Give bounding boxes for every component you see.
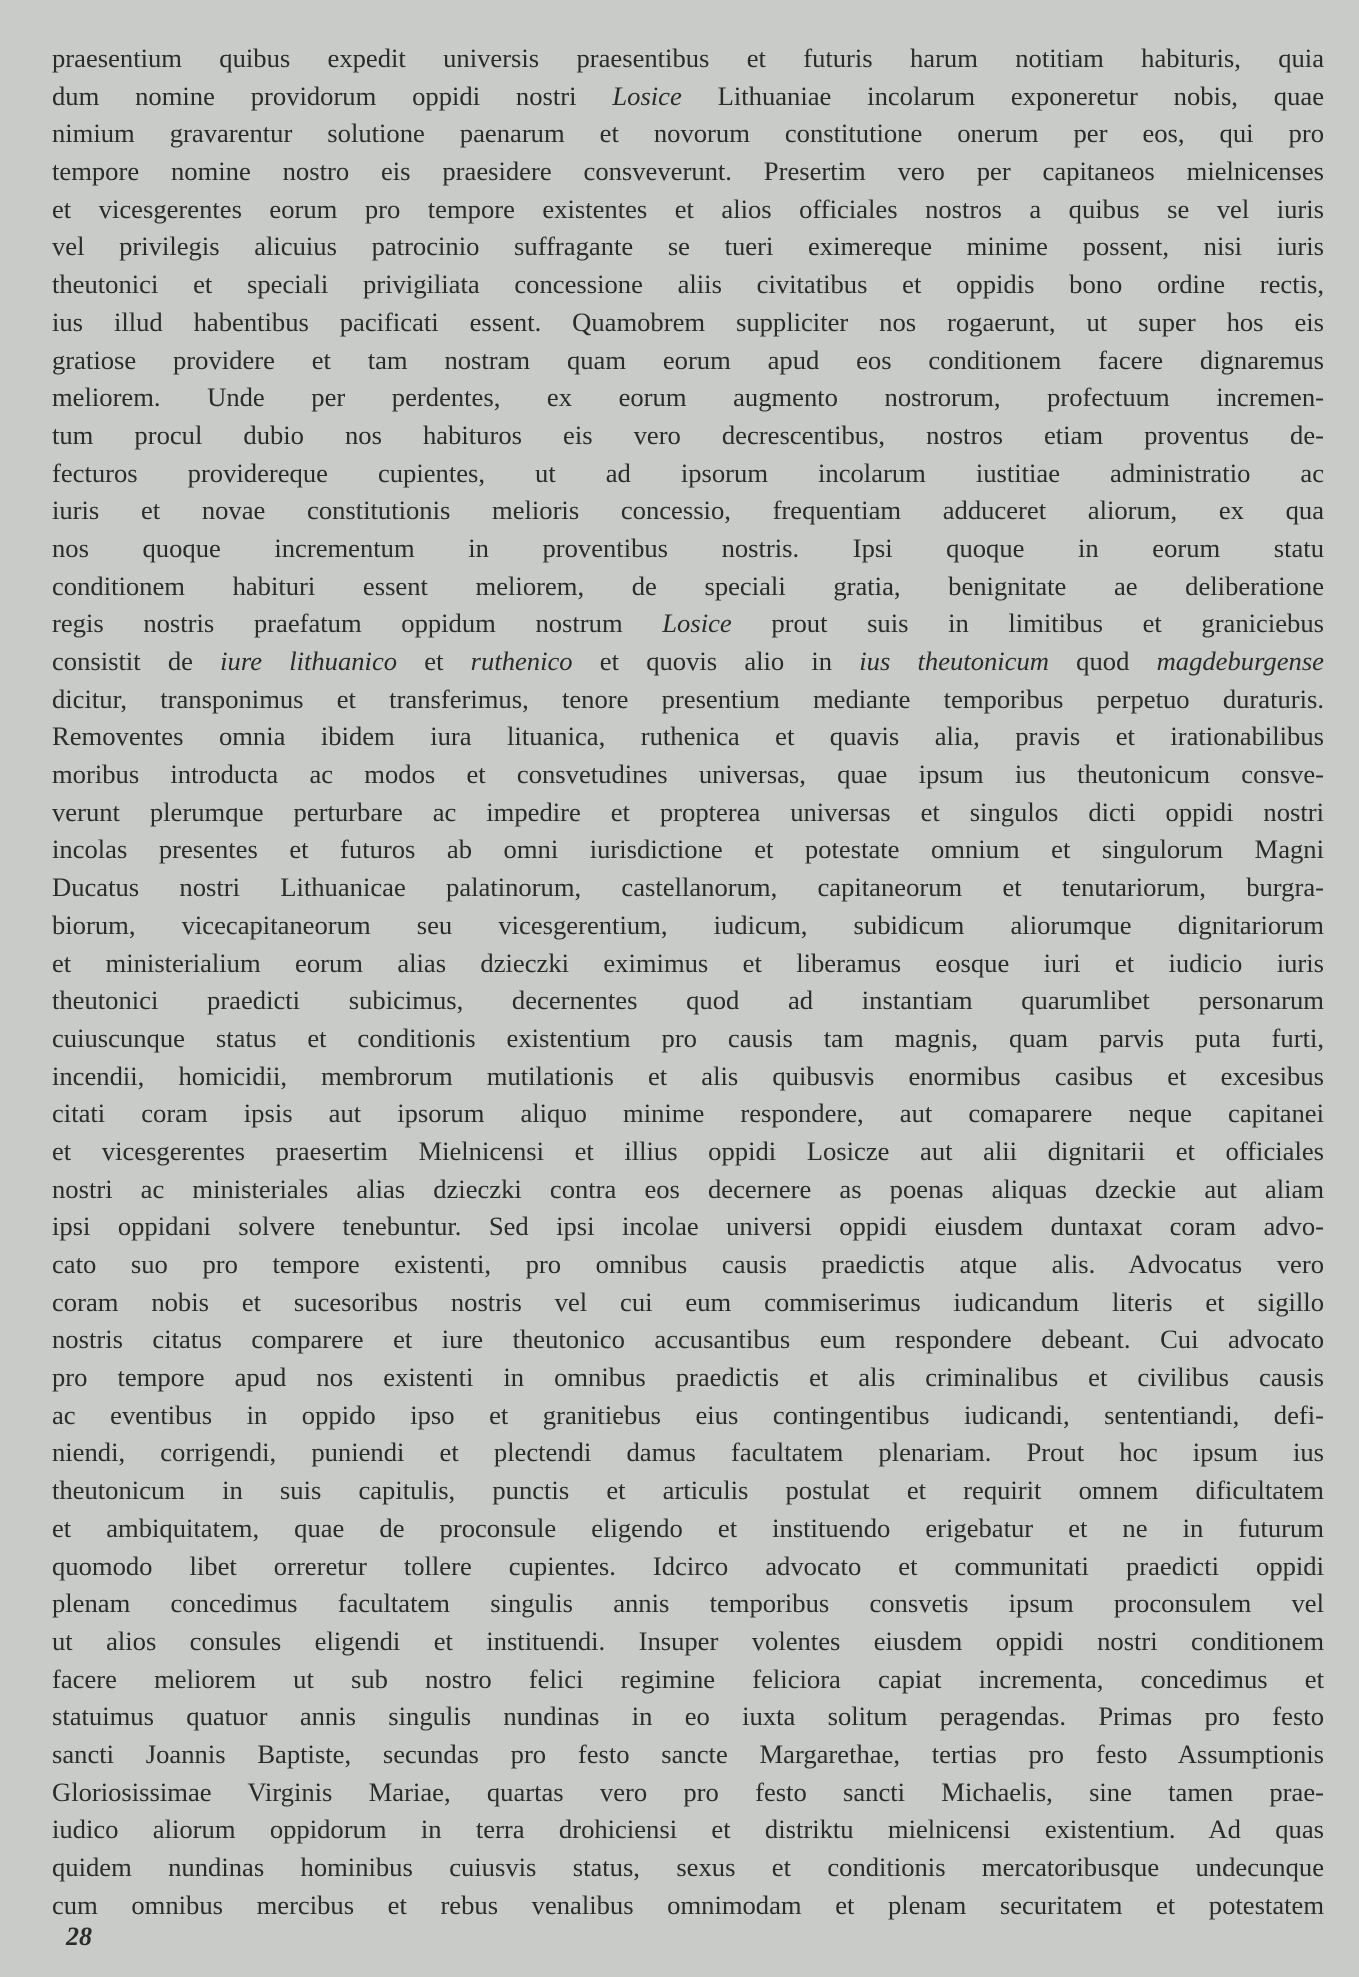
text-line <box>52 78 1324 116</box>
text-segment: statuimus quatuor annis singulis nundinas in eo iuxta solitum peragendas. Primas pro festo <box>52 1701 1324 1732</box>
text-segment: verunt plerumque perturbare ac impedire et propterea universas et singulos dicti oppidi nostri <box>52 796 1324 827</box>
text-segment: iudico aliorum oppidorum in terra drohiciensi et distriktu mielnicensi existentium. Ad quas <box>52 1814 1324 1845</box>
italic-segment: ius theutonicum <box>859 646 1049 676</box>
text-line <box>52 1774 1324 1812</box>
text-segment: incolas presentes et futuros ab omni iurisdictione et potestate omnium et singulorum Magni <box>52 834 1324 865</box>
text-segment: et vicesgerentes eorum pro tempore existentes et alios officiales nostros a quibus se vel iuris <box>52 193 1324 224</box>
text-segment: sancti Joannis Baptiste, secundas pro festo sancte Margarethae, tertias pro festo Assumptionis <box>52 1738 1324 1769</box>
text-line <box>52 1171 1324 1209</box>
text-line <box>52 568 1324 606</box>
text-line <box>52 1208 1324 1246</box>
text-line <box>52 681 1324 719</box>
text-segment: niendi, corrigendi, puniendi et plectendi damus facultatem plenariam. Prout hoc ipsum ius <box>52 1437 1324 1468</box>
text-line <box>52 417 1324 455</box>
text-line <box>52 1434 1324 1472</box>
text-segment: cuiuscunque status et conditionis existentium pro causis tam magnis, quam parvis puta furti, <box>52 1022 1324 1053</box>
text-segment: nostri ac ministeriales alias dzieczki contra eos decernere as poenas aliquas dzeckie aut aliam <box>52 1173 1324 1204</box>
text-segment: dum nomine providorum oppidi nostri <box>52 80 613 111</box>
text-line <box>52 1623 1324 1661</box>
italic-segment: ruthenico <box>470 646 573 676</box>
text-segment: incendii, homicidii, membrorum mutilationis et alis quibusvis enormibus casibus et excesibus <box>52 1060 1324 1091</box>
text-segment: nostris citatus comparere et iure theutonico accusantibus eum respondere debeant. Cui advocato <box>52 1324 1324 1355</box>
text-segment: regis nostris praefatum oppidum nostrum <box>52 608 663 639</box>
text-segment: Lithuaniae incolarum exponeretur nobis, quae <box>681 80 1324 111</box>
text-segment: ius illud habentibus pacificati essent. Quamobrem suppliciter nos rogaerunt, ut super hos eis <box>52 306 1324 337</box>
text-line <box>52 605 1324 643</box>
text-segment: Gloriosissimae Virginis Mariae, quartas vero pro festo sancti Michaelis, sine tamen prae- <box>52 1776 1324 1807</box>
italic-segment: Losice <box>612 80 682 111</box>
text-segment: et quovis alio in <box>572 646 860 676</box>
text-segment: cum omnibus mercibus et rebus venalibus omnimodam et plenam securitatem et potestatem <box>52 1889 1324 1920</box>
document-page <box>52 40 1324 1940</box>
text-line <box>52 643 1324 681</box>
text-line <box>52 1246 1324 1284</box>
text-segment: iuris et novae constitutionis melioris concessio, frequentiam adduceret aliorum, ex qua <box>52 495 1324 526</box>
text-segment: ac eventibus in oppido ipso et granitiebus eius contingentibus iudicandi, sententiandi, defi- <box>52 1399 1324 1430</box>
text-line <box>52 794 1324 832</box>
text-line <box>52 1095 1324 1133</box>
text-segment: biorum, vicecapitaneorum seu vicesgerentium, iudicum, subidicum aliorumque dignitariorum <box>52 909 1324 940</box>
text-line <box>52 1661 1324 1699</box>
text-line <box>52 1321 1324 1359</box>
text-line <box>52 1849 1324 1887</box>
text-line <box>52 1058 1324 1096</box>
text-segment: facere meliorem ut sub nostro felici regimine feliciora capiat incrementa, concedimus et <box>52 1663 1324 1694</box>
text-line <box>52 40 1324 78</box>
text-segment: quod <box>1048 646 1157 676</box>
text-segment: cato suo pro tempore existenti, pro omnibus causis praedictis atque alis. Advocatus vero <box>52 1249 1324 1279</box>
text-segment: tum procul dubio nos habituros eis vero decrescentibus, nostros etiam proventus de- <box>52 419 1324 450</box>
text-segment: vel privilegis alicuius patrocinio suffragante se tueri eximereque minime possent, nisi iuris <box>52 231 1324 262</box>
text-segment: meliorem. Unde per perdentes, ex eorum augmento nostrorum, profectuum incremen- <box>52 382 1324 413</box>
italic-segment: magdeburgense <box>1156 646 1324 676</box>
page-number: 28 <box>66 1922 92 1951</box>
text-line <box>52 1510 1324 1548</box>
text-segment: moribus introducta ac modos et consvetudines universas, quae ipsum ius theutonicum consve- <box>52 759 1324 790</box>
text-line <box>52 1020 1324 1058</box>
text-line <box>52 115 1324 153</box>
text-line <box>52 945 1324 983</box>
text-segment: Removentes omnia ibidem iura lituanica, ruthenica et quavis alia, pravis et irationabilibus <box>52 721 1324 752</box>
text-line <box>52 1585 1324 1623</box>
text-line <box>52 1397 1324 1435</box>
text-segment: tempore nomine nostro eis praesidere consveverunt. Presertim vero per capitaneos mielnicenses <box>52 156 1324 187</box>
text-line <box>52 869 1324 907</box>
text-line <box>52 718 1324 756</box>
text-line <box>52 342 1324 380</box>
text-segment: consistit de <box>52 646 221 676</box>
text-line <box>52 1698 1324 1736</box>
text-segment: theutonici praedicti subicimus, decernentes quod ad instantiam quarumlibet personarum <box>52 985 1324 1016</box>
italic-segment: iure lithuanico <box>220 646 398 676</box>
text-segment: citati coram ipsis aut ipsorum aliquo minime respondere, aut comaparere neque capitanei <box>52 1098 1324 1129</box>
text-line <box>52 982 1324 1020</box>
text-segment: nos quoque incrementum in proventibus nostris. Ipsi quoque in eorum statu <box>52 532 1324 563</box>
text-segment: fecturos providereque cupientes, ut ad ipsorum incolarum iustitiae administratio ac <box>52 457 1324 488</box>
text-line <box>52 1472 1324 1510</box>
text-segment: Ducatus nostri Lithuanicae palatinorum, castellanorum, capitaneorum et tenutariorum, burgra- <box>52 872 1324 903</box>
italic-segment: Losice <box>662 608 732 639</box>
text-segment: ut alios consules eligendi et instituendi. Insuper volentes eiusdem oppidi nostri conditionem <box>52 1625 1324 1656</box>
text-line <box>52 530 1324 568</box>
text-segment: praesentium quibus expedit universis praesentibus et futuris harum notitiam habituris, quia <box>52 43 1324 73</box>
text-line <box>52 228 1324 266</box>
text-segment: coram nobis et sucesoribus nostris vel cui eum commiserimus iudicandum literis et sigillo <box>52 1286 1324 1317</box>
text-line <box>52 455 1324 493</box>
text-line <box>52 831 1324 869</box>
text-segment: pro tempore apud nos existenti in omnibus praedictis et alis criminalibus et civilibus causis <box>52 1362 1324 1393</box>
text-line <box>52 1284 1324 1322</box>
text-line <box>52 492 1324 530</box>
text-segment: gratiose providere et tam nostram quam eorum apud eos conditionem facere dignaremus <box>52 344 1324 375</box>
body-text <box>52 40 1324 1924</box>
text-line <box>52 191 1324 229</box>
text-line <box>52 266 1324 304</box>
text-line <box>52 304 1324 342</box>
text-segment: theutonici et speciali privigiliata concessione aliis civitatibus et oppidis bono ordine rectis, <box>52 269 1324 300</box>
text-segment: quidem nundinas hominibus cuiusvis status, sexus et conditionis mercatoribusque undecunque <box>52 1852 1324 1882</box>
text-segment: dicitur, transponimus et transferimus, tenore presentium mediante temporibus perpetuo duraturis. <box>52 683 1324 714</box>
text-segment: prout suis in limitibus et graniciebus <box>731 608 1324 639</box>
text-line <box>52 1887 1324 1925</box>
text-segment: et ministerialium eorum alias dzieczki eximimus et liberamus eosque iuri et iudicio iuris <box>52 947 1324 978</box>
text-segment: theutonicum in suis capitulis, punctis et articulis postulat et requirit omnem dificultatem <box>52 1475 1324 1506</box>
text-segment: et ambiquitatem, quae de proconsule eligendo et instituendo erigebatur et ne in futurum <box>52 1512 1324 1543</box>
text-line <box>52 1811 1324 1849</box>
text-line <box>52 1359 1324 1397</box>
text-segment: quomodo libet orreretur tollere cupientes. Idcirco advocato et communitati praedicti oppidi <box>52 1550 1324 1581</box>
text-segment: et <box>397 646 471 676</box>
text-line <box>52 1736 1324 1774</box>
text-line <box>52 379 1324 417</box>
text-line <box>52 1133 1324 1171</box>
text-line <box>52 153 1324 191</box>
text-segment: conditionem habituri essent meliorem, de speciali gratia, benignitate ae deliberatione <box>52 570 1324 601</box>
text-line <box>52 1548 1324 1586</box>
text-line <box>52 907 1324 945</box>
text-segment: plenam concedimus facultatem singulis annis temporibus consvetis ipsum proconsulem vel <box>52 1588 1324 1619</box>
text-line <box>52 756 1324 794</box>
text-segment: ipsi oppidani solvere tenebuntur. Sed ipsi incolae universi oppidi eiusdem duntaxat coram advo- <box>52 1211 1324 1242</box>
text-segment: nimium gravarentur solutione paenarum et novorum constitutione onerum per eos, qui pro <box>52 118 1324 149</box>
text-segment: et vicesgerentes praesertim Mielnicensi et illius oppidi Losicze aut alii dignitarii et officiales <box>52 1135 1324 1166</box>
